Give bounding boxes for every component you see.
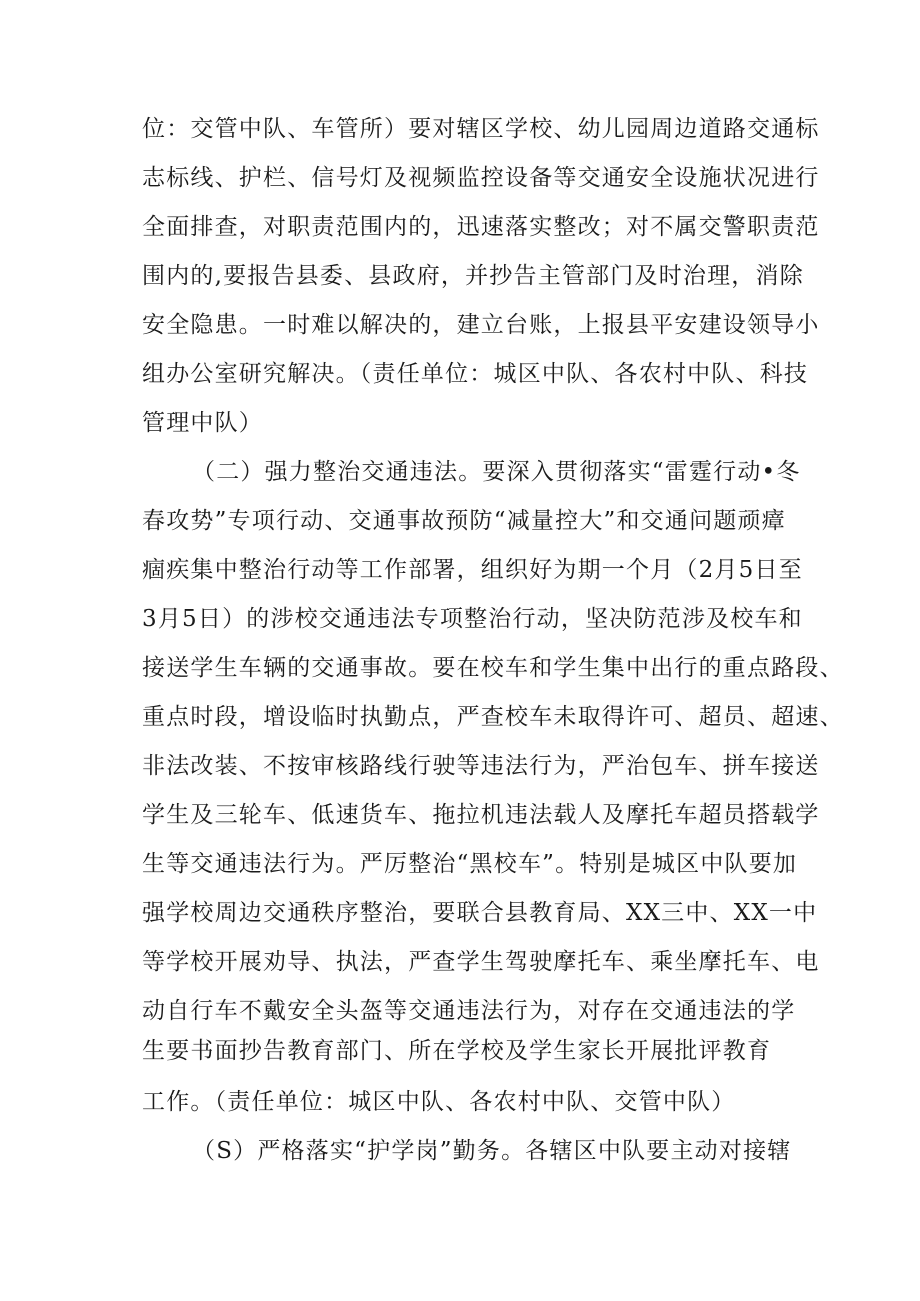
text-line: 围内的,要报告县委、县政府，并抄告主管部门及时治理，消除 (142, 263, 804, 289)
text-line: 学生及三轮车、低速货车、拖拉机违法载人及摩托车超员搭载学 (142, 802, 820, 828)
paragraph-heading-line: （二）强力整治交通违法。要深入贯彻落实“雷霆行动•冬 (192, 459, 801, 485)
text-line: 强学校周边交通秩序整治，要联合县教育局、XX三中、XX一中 (142, 900, 818, 926)
text-line: 组办公室研究解决。（责任单位：城区中队、各农村中队、科技 (142, 361, 809, 387)
text-line: 非法改装、不按审核路线行驶等违法行为，严治包车、拼车接送 (142, 753, 820, 779)
text-line: 等学校开展劝导、执法，严查学生驾驶摩托车、乘坐摩托车、电 (142, 949, 820, 975)
text-line: 安全隐患。一时难以解决的，建立台账，上报县平安建设领导小 (142, 312, 820, 338)
text-line: 动自行车不戴安全头盔等交通违法行为，对存在交通违法的学 (142, 998, 796, 1024)
text-line: 痼疾集中整治行动等工作部署，组织好为期一个月（2月5日至 (142, 557, 803, 583)
text-line: 重点时段，增设临时执勤点，严查校车未取得许可、超员、超速、 (142, 704, 844, 730)
paragraph-heading-line: （S）严格落实“护学岗”勤务。各辖区中队要主动对接辖 (192, 1138, 792, 1164)
text-line: 生要书面抄告教育部门、所在学校及学生家长开展批评教育 (142, 1038, 772, 1064)
text-line: 接送学生车辆的交通事故。要在校车和学生集中出行的重点路段、 (142, 655, 844, 681)
text-line: 3月5日）的涉校交通违法专项整治行动，坚决防范涉及校车和 (142, 606, 803, 632)
text-line: 管理中队） (142, 410, 263, 436)
text-line: 志标线、护栏、信号灯及视频监控设备等交通安全设施状况进行 (142, 165, 820, 191)
text-line: 春攻势”专项行动、交通事故预防“减量控大”和交通问题顽瘴 (142, 508, 786, 534)
text-line: 工作。（责任单位：城区中队、各农村中队、交管中队） (142, 1089, 736, 1115)
text-line: 全面排查，对职责范围内的，迅速落实整改；对不属交警职责范 (142, 214, 820, 240)
text-line: 位：交管中队、车管所）要对辖区学校、幼儿园周边道路交通标 (142, 116, 820, 142)
text-line: 生等交通违法行为。严厉整治“黑校车”。特别是城区中队要加 (142, 851, 798, 877)
